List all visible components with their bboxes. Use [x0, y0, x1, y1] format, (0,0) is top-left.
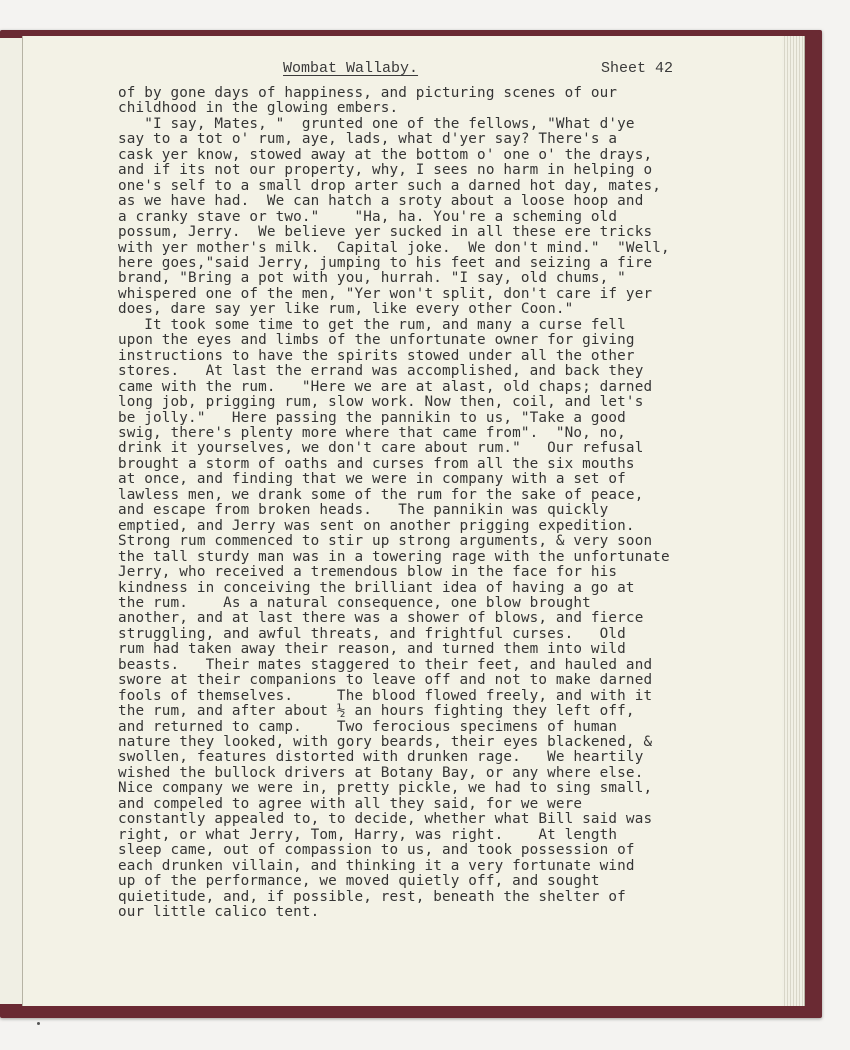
typed-body-text: of by gone days of happiness, and picturing scenes of our childhood in the glowing embers. "I say, Mates, " grunted one of the fellows, "What d'ye say to a tot o' rum, aye, lads, what d'yer say? There's a cask yer know, stowed away at the bottom o' one o' the drays, and if its not our property, why, I sees no harm in helping o one's self to a small drop arter such a darned hot day, mates, as we have had. We can hatch a sroty about a loose hoop and a cranky stave or two." "Ha, ha. You're a scheming old possum, Jerry. We believe yer sucked in all these ere tricks with yer mother's milk. Capital joke. We don't mind." "Well, here goes,"said Jerry, jumping to his feet and seizing a fire brand, "Bring a pot with you, hurrah. "I say, old chums, " whispered one of the men, "Yer won't split, don't care if yer does, dare say yer like rum, like every other Coon." It took some time to get the rum, and many a curse fell upon the eyes and limbs of the unfortunate owner for giving instructions to have the spirits stowed under all the other stores. At last the errand was accomplished, and back they came with the rum. "Here we are at alast, old chaps; darned long job, prigging rum, slow work. Now then, coil, and let's be jolly." Here passing the pannikin to us, "Take a good swig, there's plenty more where that came from". "No, no, drink it yourselves, we don't care about rum." Our refusal brought a storm of oaths and curses from all the six mouths at once, and finding that we were in company with a set of lawless men, we drank some of the rum for the sake of peace, and escape from broken heads. The pannikin was quickly emptied, and Jerry was sent on another prigging expedition. Strong rum commenced to stir up strong arguments, & very soon the tall sturdy man was in a towering rage with the unfortunate Jerry, who received a tremendous blow in the face for his kindness in conceiving the brilliant idea of having a go at the rum. As a natural consequence, one blow brought another, and at last there was a shower of blows, and fierce struggling, and awful threats, and frightful curses. Old rum had taken away their reason, and turned them into wild beasts. Their mates staggered to their feet, and hauled and swore at their companions to leave off and not to make darned fools of themselves. The blood flowed freely, and with it the rum, and after about ½ an hours fighting they left off, and returned to camp. Two ferocious specimens of human nature they looked, with gory beards, their eyes blackened, & swollen, features distorted with drunken rage. We heartily wished the bullock drivers at Botany Bay, or any where else. Nice company we were in, pretty pickle, we had to sing small, and compeled to agree with all they said, for we were constantly appealed to, to decide, whether what Bill said was right, or what Jerry, Tom, Harry, was right. At length sleep came, out of compassion to us, and took possession of each drunken villain, and thinking it a very fortunate wind up of the performance, we moved quietly off, and sought quietitude, and, if possible, rest, beneath the shelter of our little calico tent.	[118, 85, 670, 921]
document-title: Wombat Wallaby.	[283, 60, 419, 77]
sheet-number: Sheet 42	[600, 60, 673, 77]
margin-mark	[37, 1022, 40, 1025]
left-page-edge	[0, 38, 23, 1004]
page-stack-edges	[782, 36, 805, 1006]
page-header	[283, 60, 673, 82]
